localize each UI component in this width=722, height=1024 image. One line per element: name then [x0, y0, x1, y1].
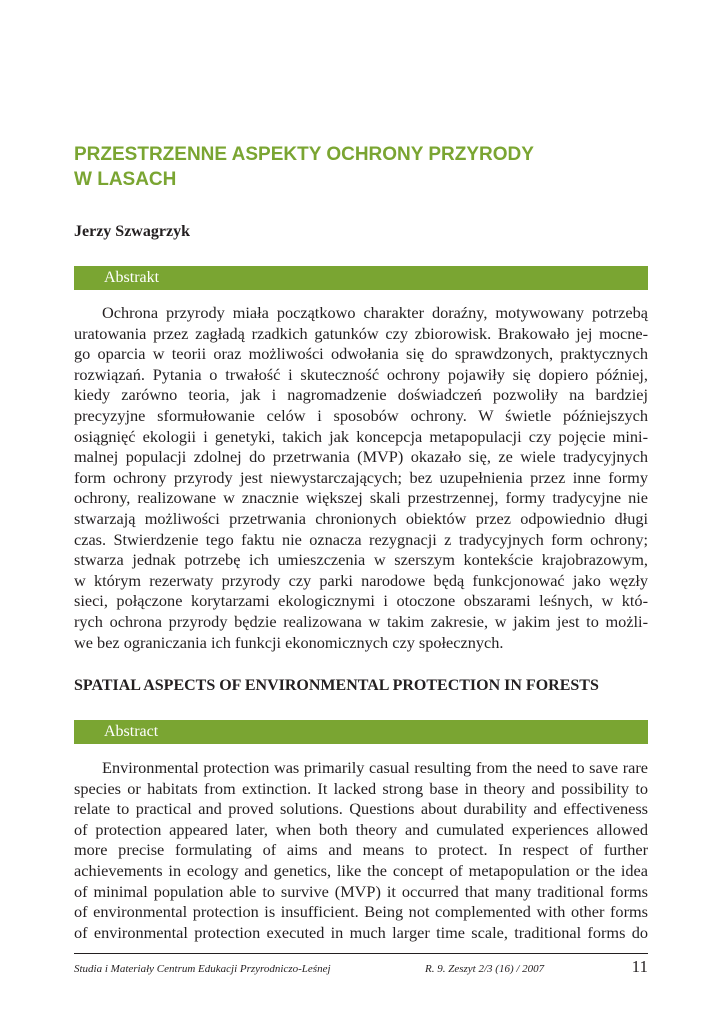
abstrakt-line: rozwiązań. Pytania o trwałość i skuteczność ochrony pojawiły się dopiero później,	[74, 364, 648, 384]
abstract-label: Abstract	[104, 723, 159, 740]
author-name: Jerzy Szwagrzyk	[74, 223, 190, 240]
english-title: SPATIAL ASPECTS OF ENVIRONMENTAL PROTECTION IN FORESTS	[74, 677, 599, 694]
abstrakt-line: go oparcia w teorii oraz możliwości odwołania się do sprawdzonych, praktycznych	[74, 344, 648, 364]
abstract-line: of protection appeared later, when both theory and cumulated experiences allowed	[74, 819, 648, 839]
abstrakt-line: uratowania przez zagładą rzadkich gatunków czy zbiorowisk. Brakowało jej mocne-	[74, 323, 648, 343]
abstract-line: species or habitats from extinction. It lacked strong base in theory and possibility to	[74, 778, 648, 798]
abstrakt-paragraph	[74, 303, 648, 653]
abstract-line: of minimal population able to survive (MVP) it occurred that many traditional forms	[74, 881, 648, 901]
abstrakt-line: form ochrony przyrody jest niewystarczających; bez uzupełnienia przez inne formy	[74, 467, 648, 487]
abstrakt-line: kiedy zarówno teoria, jak i nagromadzenie doświadczeń pozwoliły na bardziej	[74, 385, 648, 405]
abstrakt-line: precyzyjne sformułowanie celów i sposobów ochrony. W świetle późniejszych	[74, 405, 648, 425]
abstract-header-bar	[74, 720, 648, 744]
abstract-paragraph	[74, 758, 648, 943]
abstrakt-line: sieci, połączone korytarzami ekologicznymi i otoczone obszarami leśnych, w któ-	[74, 591, 648, 611]
abstract-line: of environmental protection executed in much larger time scale, traditional forms do	[74, 922, 648, 942]
abstract-line: Environmental protection was primarily casual resulting from the need to save rare	[102, 758, 648, 777]
footer-issue-number: R. 9. Zeszyt 2/3 (16) / 2007	[425, 963, 545, 975]
abstrakt-line: osiągnięć ekologii i genetyki, takich jak koncepcja metapopulacji czy pojęcie mini-	[74, 426, 648, 446]
abstract-line: achievements in ecology and genetics, like the concept of metapopulation or the idea	[74, 860, 648, 880]
abstrakt-line: ochrony, realizowane w znacznie większej skali przestrzennej, formy tradycyjne nie	[74, 488, 648, 508]
abstrakt-line: malnej populacji zdolnej do przetrwania (MVP) okazało się, ze wiele tradycyjnych	[74, 447, 648, 467]
abstrakt-line: stwarza jednak potrzebę ich umieszczenia w szerszym kontekście krajobrazowym,	[74, 550, 648, 570]
footer-divider	[74, 953, 648, 954]
abstract-line: more precise formulating of aims and means to protect. In respect of further	[74, 840, 648, 860]
abstrakt-line: Ochrona przyrody miała początkowo charakter doraźny, motywowany potrzebą	[102, 303, 648, 322]
abstract-line: of environmental protection is insufficient. Being not complemented with other forms	[74, 902, 648, 922]
abstrakt-line: we bez ograniczania ich funkcji ekonomicznych czy społecznych.	[74, 632, 504, 652]
article-title-line-1: PRZESTRZENNE ASPEKTY OCHRONY PRZYRODY	[74, 144, 534, 165]
article-title-line-2: W LASACH	[74, 169, 177, 190]
abstract-line: relate to practical and proved solutions. Questions about durability and effectiveness	[74, 799, 648, 819]
abstrakt-line: rych ochrona przyrody będzie realizowana w takim zakresie, w jakim jest to możli-	[74, 611, 648, 631]
abstrakt-label: Abstrakt	[104, 269, 160, 286]
abstrakt-line: stwarzają możliwości przetrwania chronionych obiektów przez odpowiednio długi	[74, 508, 648, 528]
article-title	[74, 142, 654, 192]
abstrakt-header-bar	[74, 266, 648, 290]
abstrakt-line: czas. Stwierdzenie tego faktu nie oznacza rezygnacji z tradycyjnych form ochrony;	[74, 529, 648, 549]
page-number: 11	[631, 957, 648, 976]
abstrakt-line: w którym rezerwaty przyrody czy parki narodowe będą funkcjonować jako węzły	[74, 570, 648, 590]
footer-journal-name: Studia i Materiały Centrum Edukacji Przyrodniczo-Leśnej	[74, 963, 331, 975]
